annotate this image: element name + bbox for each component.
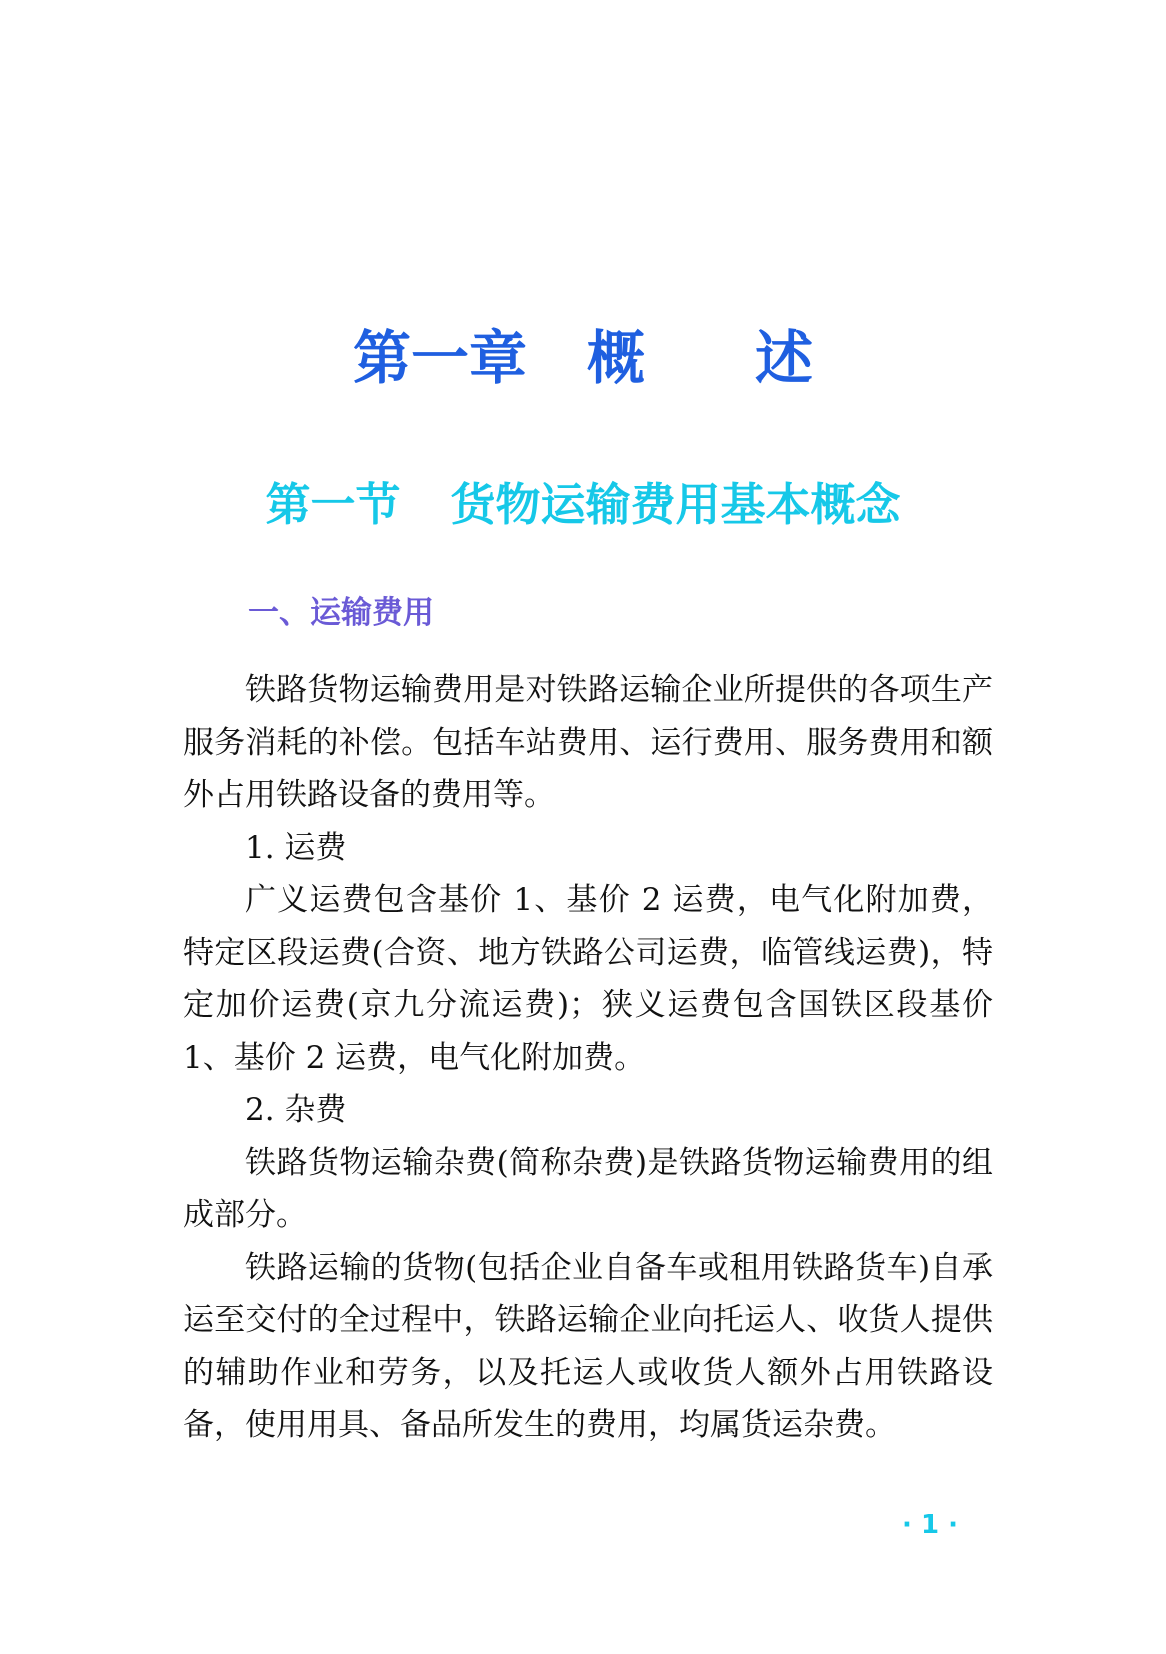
- page-number: · 1 ·: [902, 1510, 958, 1540]
- list-item-heading: 2. 杂费: [245, 1092, 347, 1128]
- chapter-title: [0, 318, 1166, 398]
- chapter-number: 第一章: [352, 324, 527, 392]
- body-text: [183, 664, 993, 1452]
- list-item-heading: 1. 运费: [245, 829, 347, 866]
- paragraph: 铁路运输的货物(包括企业自备车或租用铁路货车)自承运至交付的全过程中，铁路运输企业向托运人、收货人提供的辅助作业和劳务，以及托运人或收货人额外占用铁路设备，使用用具、备品所发生的费用，均属货运杂费。: [183, 1249, 993, 1443]
- chapter-title-char-2: 述: [755, 324, 814, 392]
- sub-heading: 一、运输费用: [248, 595, 434, 631]
- chapter-title-char-1: 概: [586, 324, 645, 392]
- paragraph: 广义运费包含基价 1、基价 2 运费，电气化附加费，特定区段运费(合资、地方铁路公司运费，临管线运费)，特定加价运费(京九分流运费)；狭义运费包含国铁区段基价 1、基价 2 运费，电气化附加费。: [183, 882, 993, 1076]
- section-name: 货物运输费用基本概念: [450, 478, 901, 531]
- paragraph: 铁路货物运输杂费(简称杂费)是铁路货物运输费用的组成部分。: [183, 1144, 993, 1233]
- section-number: 第一节: [265, 478, 401, 531]
- section-title: [0, 470, 1166, 540]
- paragraph: 铁路货物运输费用是对铁路运输企业所提供的各项生产服务消耗的补偿。包括车站费用、运行费用、服务费用和额外占用铁路设备的费用等。: [183, 672, 993, 813]
